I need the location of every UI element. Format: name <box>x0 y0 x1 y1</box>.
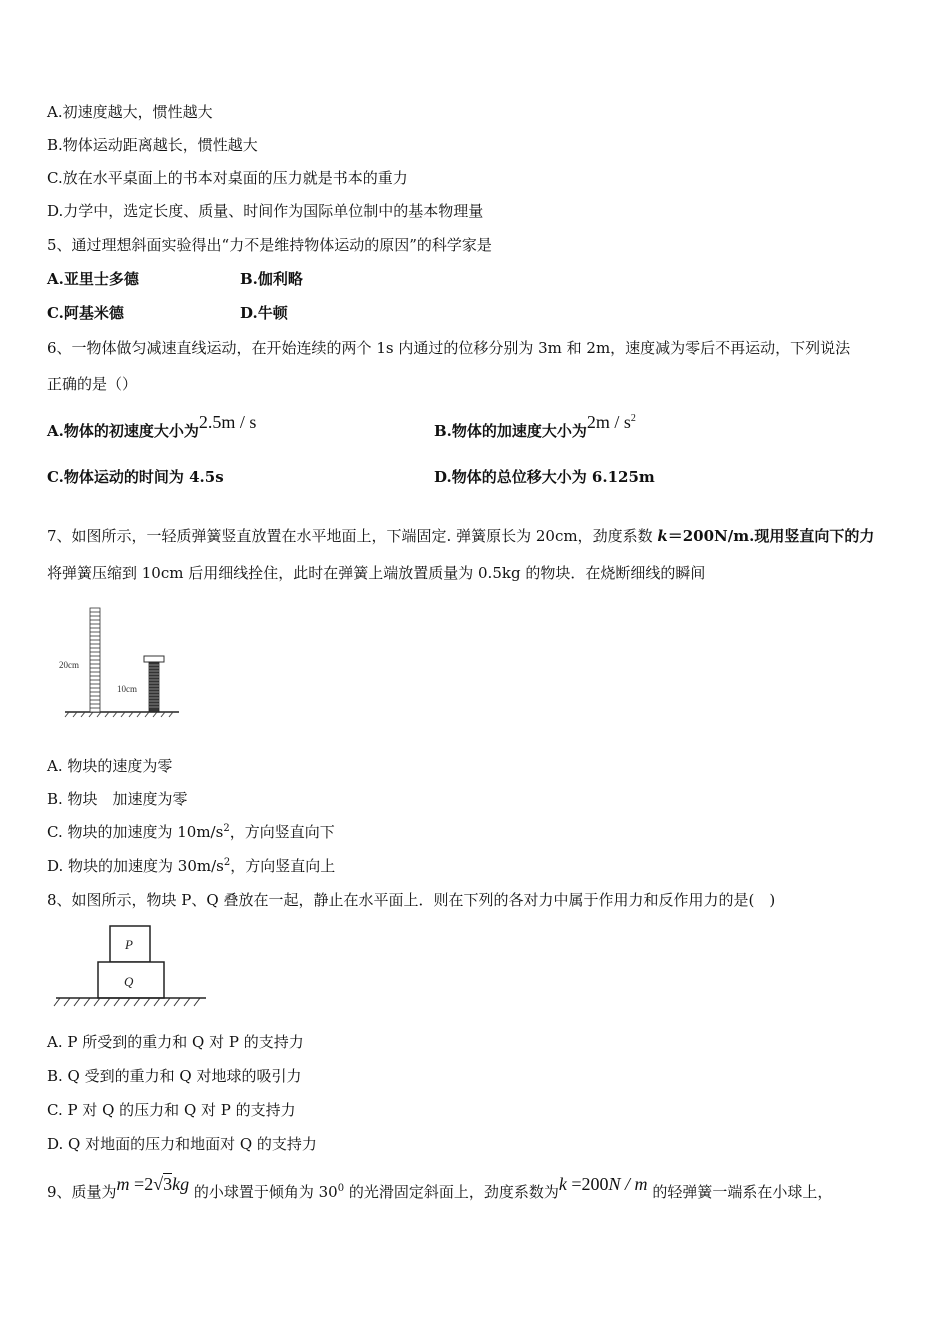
q9-mid: 的小球置于倾角为 30 <box>189 1183 338 1201</box>
q6-option-d: D.物体的总位移大小为 6.125m <box>434 468 655 486</box>
q7-label-20cm: 20cm <box>59 660 79 670</box>
q9-k-unit: N / m <box>608 1174 648 1194</box>
sqrt-icon: √ <box>153 1174 164 1194</box>
q6-option-a <box>47 412 257 441</box>
q8-label-q: Q <box>124 974 134 989</box>
q9-k-val: =200 <box>566 1174 609 1194</box>
q9-k-var: k <box>558 1174 567 1194</box>
q7-stem-k: k <box>657 527 668 545</box>
q8-blocks-figure <box>52 922 210 1014</box>
q9-m-root: 3 <box>163 1174 173 1194</box>
q9-k-formula <box>559 1174 648 1194</box>
q8-option-b: B. Q 受到的重力和 Q 对地球的吸引力 <box>47 1067 302 1085</box>
q8-option-c: C. P 对 Q 的压力和 Q 对 P 的支持力 <box>47 1101 296 1119</box>
q6-option-b-formula <box>587 412 636 432</box>
q7-label-10cm: 10cm <box>117 684 137 694</box>
q6-stem-line1: 6、一物体做匀减速直线运动，在开始连续的两个 1s 内通过的位移分别为 3m 和 2m，速度减为零后不再运动，下列说法 <box>47 339 851 357</box>
q6-option-b-formula-base: 2m / s <box>586 412 631 432</box>
q6-option-a-text: A.物体的初速度大小为 <box>47 422 199 440</box>
q9-mass-formula <box>117 1174 190 1194</box>
q7-option-d <box>47 856 335 876</box>
q4-option-a: A.初速度越大，惯性越大 <box>47 103 213 121</box>
q6-stem-line2: 正确的是（） <box>47 375 138 393</box>
q7-option-c <box>47 822 335 842</box>
q7-short-spring <box>144 656 164 712</box>
q4-option-c: C.放在水平桌面上的书本对桌面的压力就是书本的重力 <box>47 169 408 187</box>
q9-m-unit: kg <box>172 1174 190 1194</box>
q7-option-d-text: D. 物块的加速度为 30m/s <box>47 857 224 875</box>
q7-spring-figure <box>47 598 192 728</box>
q5-stem: 5、通过理想斜面实验得出“力不是维持物体运动的原因”的科学家是 <box>47 236 492 254</box>
q7-option-d-tail: ，方向竖直向上 <box>230 857 336 875</box>
q7-option-c-tail: ，方向竖直向下 <box>229 823 335 841</box>
q7-block <box>144 656 164 662</box>
q8-stem: 8、如图所示，物块 P、Q 叠放在一起，静止在水平面上．则在下列的各对力中属于作用力和反作用力的是( ) <box>47 891 776 909</box>
q7-stem-part2: ＝200N/m.现用竖直向下的力 <box>667 527 875 545</box>
q8-option-d: D. Q 对地面的压力和地面对 Q 的支持力 <box>47 1135 317 1153</box>
q7-long-spring <box>90 608 100 712</box>
q7-option-d-exp: 2 <box>223 857 231 868</box>
q7-option-b: B. 物块 加速度为零 <box>47 790 188 808</box>
q9-stem <box>47 1174 833 1202</box>
q6-option-a-formula: 2.5m / s <box>198 412 257 432</box>
q6-option-c: C.物体运动的时间为 4.5s <box>47 468 224 486</box>
q5-option-c: C.阿基米德 <box>47 304 124 322</box>
q8-label-p: P <box>125 937 133 952</box>
q5-option-a: A.亚里士多德 <box>47 270 139 288</box>
q7-option-a: A. 物块的速度为零 <box>47 757 173 775</box>
q9-pre: 9、质量为 <box>47 1183 117 1201</box>
q5-option-b: B.伽利略 <box>240 270 303 288</box>
q8-option-a: A. P 所受到的重力和 Q 对 P 的支持力 <box>47 1033 304 1051</box>
q9-mid2: 的光滑固定斜面上，劲度系数为 <box>344 1183 559 1201</box>
q4-option-b: B.物体运动距离越长，惯性越大 <box>47 136 258 154</box>
q9-deg: 0 <box>337 1183 345 1194</box>
q7-option-c-exp: 2 <box>223 823 230 834</box>
q7-option-c-text: C. 物块的加速度为 10m/s <box>47 823 224 841</box>
q9-post: 的轻弹簧一端系在小球上， <box>647 1183 833 1201</box>
q7-stem-line2: 将弹簧压缩到 10cm 后用细线拴住，此时在弹簧上端放置质量为 0.5kg 的物块．在烧断细线的瞬间 <box>47 564 706 582</box>
q7-stem-line1 <box>47 526 874 546</box>
q9-m-var: m <box>116 1174 130 1194</box>
q9-m-eq: =2 <box>129 1174 154 1194</box>
q6-option-b-formula-exp: 2 <box>630 413 636 424</box>
q5-option-d: D.牛顿 <box>240 304 288 322</box>
q7-stem-part1: 7、如图所示，一轻质弹簧竖直放置在水平地面上，下端固定. 弹簧原长为 20cm，劲度系数 <box>47 527 658 545</box>
q4-option-d: D.力学中，选定长度、质量、时间作为国际单位制中的基本物理量 <box>47 202 484 220</box>
q6-option-b-text: B.物体的加速度大小为 <box>434 422 587 440</box>
q6-option-b <box>434 412 636 441</box>
